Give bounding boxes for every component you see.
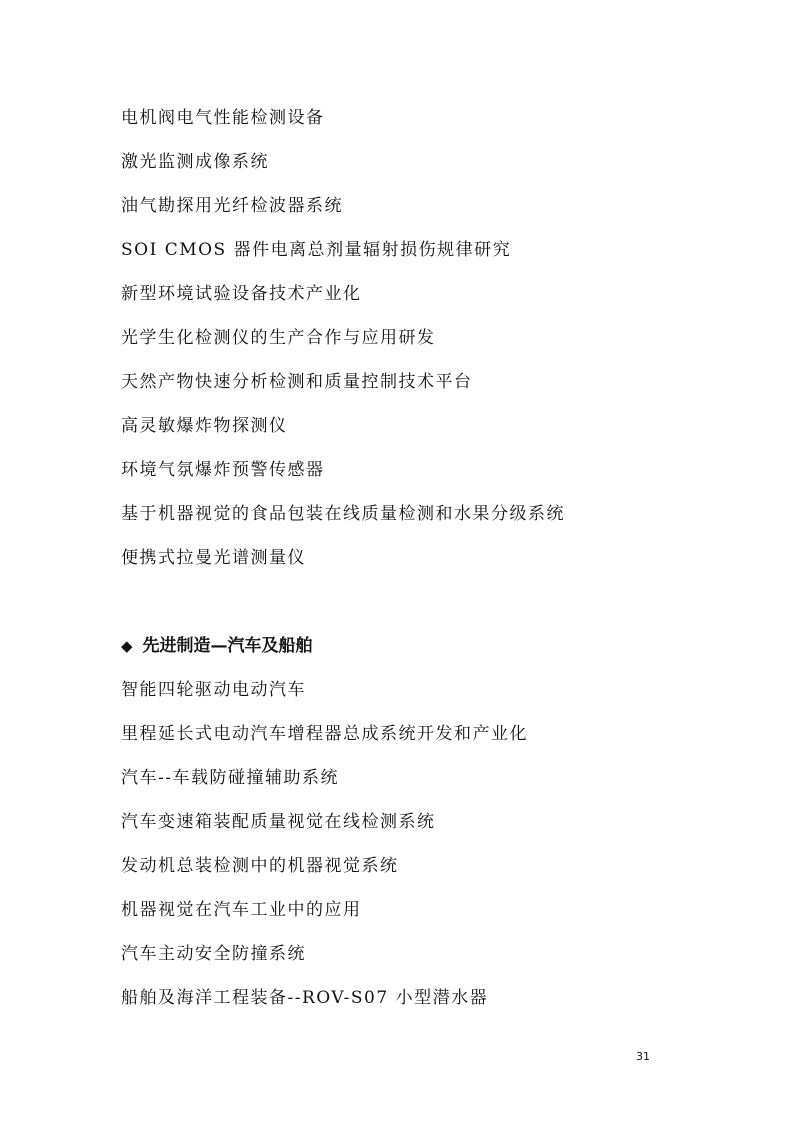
list-item: 船舶及海洋工程装备--ROV-S07 小型潜水器 (121, 988, 489, 1008)
list-item: 电机阀电气性能检测设备 (121, 108, 325, 128)
section-heading (121, 635, 313, 657)
list-item: 汽车变速箱装配质量视觉在线检测系统 (121, 812, 436, 832)
page-number: 31 (636, 1050, 650, 1063)
list-item: 油气勘探用光纤检波器系统 (121, 196, 343, 216)
list-item: 发动机总装检测中的机器视觉系统 (121, 856, 399, 876)
list-item: 里程延长式电动汽车增程器总成系统开发和产业化 (121, 724, 528, 744)
list-item: 基于机器视觉的食品包装在线质量检测和水果分级系统 (121, 504, 565, 524)
list-item: 环境气氛爆炸预警传感器 (121, 460, 325, 480)
list-item: 便携式拉曼光谱测量仪 (121, 548, 306, 568)
list-item: 机器视觉在汽车工业中的应用 (121, 900, 362, 920)
list-item: 天然产物快速分析检测和质量控制技术平台 (121, 372, 473, 392)
list-item: 光学生化检测仪的生产合作与应用研发 (121, 328, 436, 348)
list-item: 高灵敏爆炸物探测仪 (121, 416, 288, 436)
list-item: 新型环境试验设备技术产业化 (121, 284, 362, 304)
section-title: 先进制造—汽车及船舶 (142, 636, 313, 656)
list-item: 激光监测成像系统 (121, 152, 269, 172)
list-item: SOI CMOS 器件电离总剂量辐射损伤规律研究 (121, 240, 512, 260)
list-item: 智能四轮驱动电动汽车 (121, 680, 306, 700)
diamond-bullet-icon: ◆ (121, 637, 133, 655)
list-item: 汽车--车载防碰撞辅助系统 (121, 768, 339, 788)
list-item: 汽车主动安全防撞系统 (121, 944, 306, 964)
